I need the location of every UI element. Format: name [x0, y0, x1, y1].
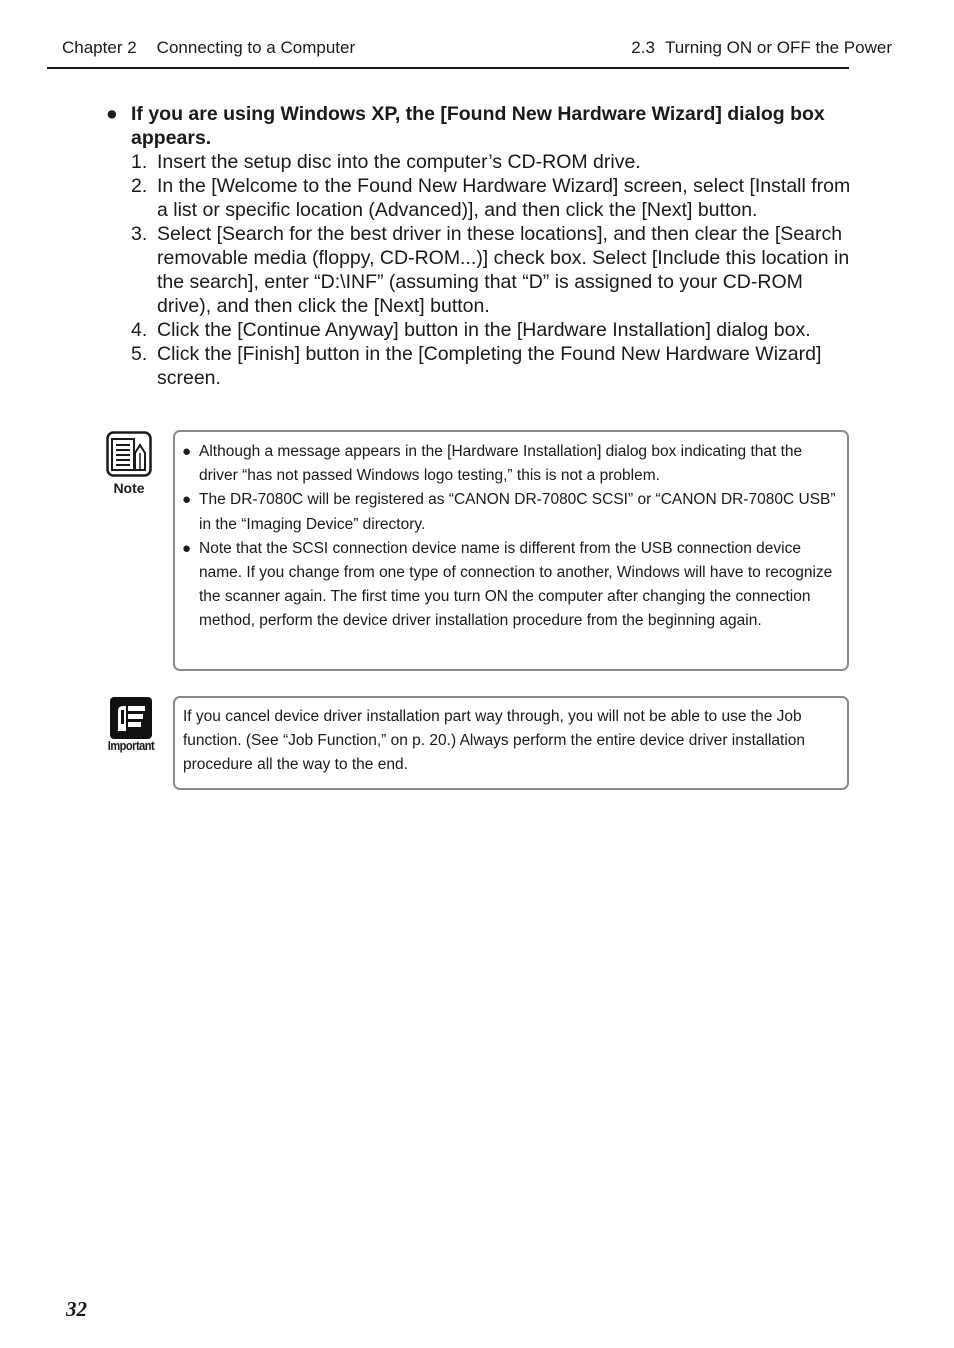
note-bullet: ● — [182, 443, 192, 460]
header-chapter — [62, 38, 355, 58]
note-text: Note that the SCSI connection device name is different from the USB connection device name. If you change from one type of connection to another, Windows will have to recognize the scanner again. The first time you turn ON the computer after changing the connection method, perform the device driver installation procedure from the beginning again. — [199, 539, 833, 630]
section-title: Turning ON or OFF the Power — [664, 38, 892, 57]
main-content — [106, 102, 851, 390]
procedure-heading — [106, 102, 851, 150]
important-label: Important — [107, 738, 155, 753]
list-item — [106, 222, 851, 318]
header-section — [631, 38, 892, 58]
header-rule — [47, 67, 849, 69]
page-number: 32 — [66, 1297, 87, 1321]
step-number: 1. — [131, 151, 148, 173]
heading-bullet: ● — [106, 103, 118, 125]
list-item — [182, 440, 837, 488]
step-number: 5. — [131, 343, 148, 365]
step-text: Select [Search for the best driver in these locations], and then clear the [Search removable media (floppy, CD-ROM...)] check box. Select [Include this location in the search], enter “D:\INF” (assuming that “D” is assigned to your CD-ROM drive), and then click the [Next] button. — [157, 223, 850, 317]
chapter-title: Connecting to a Computer — [156, 38, 356, 57]
chapter-number: Chapter 2 — [62, 38, 137, 57]
heading-text: If you are using Windows XP, the [Found New Hardware Wizard] dialog box appears. — [131, 103, 825, 149]
step-text: Insert the setup disc into the computer’s CD-ROM drive. — [157, 151, 641, 173]
list-item — [106, 342, 851, 390]
note-text: Although a message appears in the [Hardware Installation] dialog box indicating that the driver “has not passed Windows logo testing,” this is not a problem. — [199, 443, 803, 485]
step-list — [106, 150, 851, 390]
page-header — [62, 36, 892, 62]
list-item — [106, 150, 851, 174]
important-text: If you cancel device driver installation part way through, you will not be able to use the Job function. (See “Job Function,” on p. 20.) Always perform the entire device driver installation procedure all the way to the end. — [183, 708, 806, 774]
step-number: 4. — [131, 319, 148, 341]
list-item — [106, 174, 851, 222]
important-hand-icon — [110, 697, 152, 739]
note-list — [182, 440, 837, 634]
list-item — [106, 318, 851, 342]
step-number: 3. — [131, 223, 148, 245]
note-text: The DR-7080C will be registered as “CANON DR-7080C SCSI” or “CANON DR-7080C USB” in the “Imaging Device” directory. — [199, 491, 836, 533]
step-text: In the [Welcome to the Found New Hardware Wizard] screen, select [Install from a list or specific location (Advanced)], and then click the [Next] button. — [157, 175, 851, 221]
step-text: Click the [Continue Anyway] button in the [Hardware Installation] dialog box. — [157, 319, 811, 341]
note-bullet: ● — [182, 491, 192, 509]
list-item — [182, 537, 837, 634]
list-item — [182, 488, 837, 536]
note-document-icon — [106, 431, 152, 477]
step-number: 2. — [131, 175, 148, 197]
note-label: Note — [113, 480, 145, 496]
section-number: 2.3 — [631, 38, 655, 57]
step-text: Click the [Finish] button in the [Completing the Found New Hardware Wizard] screen. — [157, 343, 822, 389]
note-bullet: ● — [182, 539, 192, 557]
